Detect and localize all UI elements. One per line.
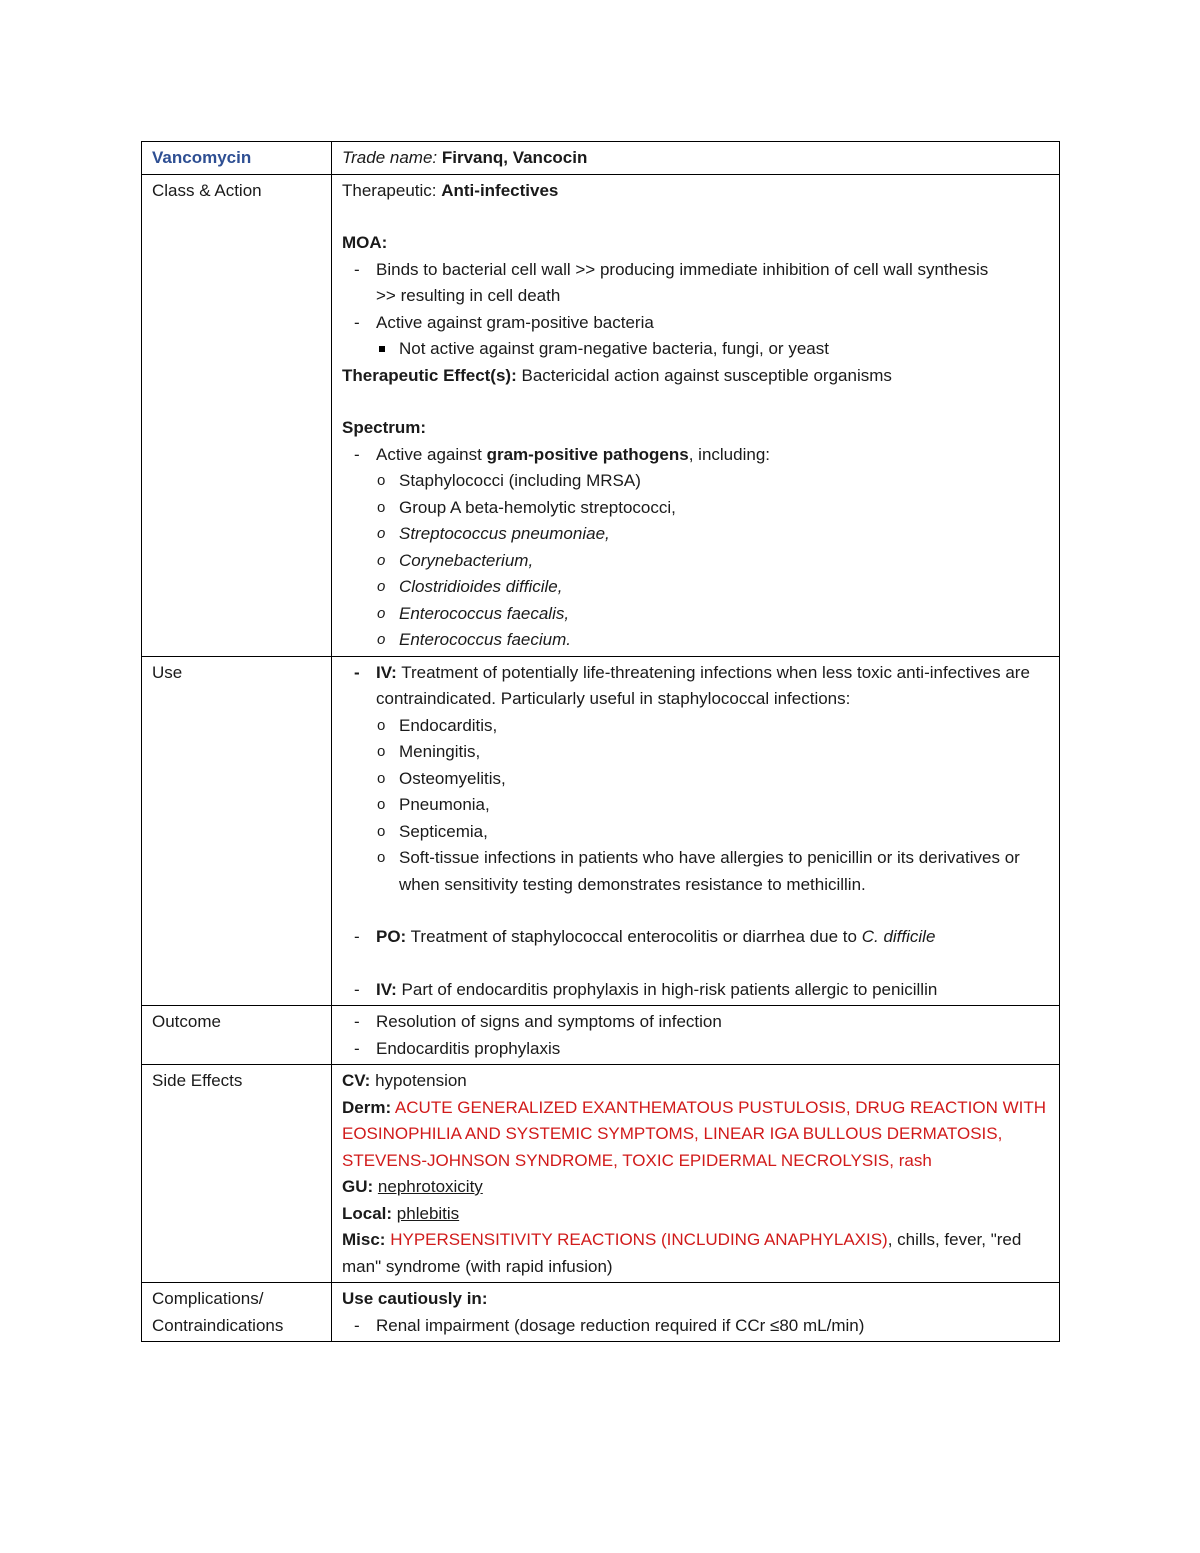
use-iv2-item: - IV: Part of endocarditis prophylaxis in high-risk patients allergic to penicillin xyxy=(342,977,1049,1004)
moa-sublist xyxy=(342,336,1049,363)
se-local: Local: phlebitis xyxy=(342,1203,460,1223)
class-action-content xyxy=(332,174,1060,656)
therapeutic-label: Therapeutic: xyxy=(342,180,437,200)
drug-name-cell xyxy=(142,142,332,175)
use-po-list xyxy=(342,924,1049,951)
outcome-item: - Endocarditis prophylaxis xyxy=(342,1036,1049,1063)
caution-list xyxy=(342,1313,1049,1340)
caution-item: - Renal impairment (dosage reduction required if CCr ≤80 mL/min) xyxy=(342,1313,1049,1340)
trade-name-cell xyxy=(332,142,1060,175)
outcome-row xyxy=(142,1006,1060,1065)
spectrum-organism: o Streptococcus pneumoniae, xyxy=(342,521,1049,548)
spectrum-organism: o Corynebacterium, xyxy=(342,548,1049,575)
class-action-label: Class & Action xyxy=(142,174,332,656)
side-effects-label: Side Effects xyxy=(142,1065,332,1283)
moa-list xyxy=(342,257,1049,337)
use-iv2-list xyxy=(342,977,1049,1004)
therapeutic-value: Anti-infectives xyxy=(441,180,559,200)
use-infection: o Osteomyelitis, xyxy=(342,766,1049,793)
use-iv-list xyxy=(342,660,1049,713)
spectrum-heading: Spectrum: xyxy=(342,418,427,437)
trade-name-label: Trade name: xyxy=(342,148,438,167)
outcome-item: - Resolution of signs and symptoms of infection xyxy=(342,1009,1049,1036)
caution-heading: Use cautiously in: xyxy=(342,1289,488,1308)
outcome-label: Outcome xyxy=(142,1006,332,1065)
therapeutic-line xyxy=(342,178,1049,205)
side-effects-row xyxy=(142,1065,1060,1283)
use-infection: o Soft-tissue infections in patients who have allergies to penicillin or its derivatives or when sensitivity testing demonstrates resistance to methicillin. xyxy=(342,845,1049,898)
spectrum-organism: o Enterococcus faecalis, xyxy=(342,601,1049,628)
use-iv-item: - IV: Treatment of potentially life-threatening infections when less toxic anti-infectives are contraindicated. Particularly useful in staphylococcal infections: xyxy=(342,660,1049,713)
moa-subitem: Not active against gram-negative bacteria, fungi, or yeast xyxy=(342,336,1049,363)
use-infection: o Pneumonia, xyxy=(342,792,1049,819)
spectrum-list xyxy=(342,442,1049,469)
use-label: Use xyxy=(142,656,332,1006)
se-misc: Misc: HYPERSENSITIVITY REACTIONS (INCLUDING ANAPHYLAXIS), chills, fever, "red man" syndrome (with rapid infusion) xyxy=(342,1230,1022,1276)
use-infection: o Meningitis, xyxy=(342,739,1049,766)
side-effects-content xyxy=(332,1065,1060,1283)
drug-name: Vancomycin xyxy=(152,148,252,167)
therapeutic-effect-line xyxy=(342,363,1049,390)
class-action-row xyxy=(142,174,1060,656)
use-po-item: - PO: Treatment of staphylococcal enterocolitis or diarrhea due to C. difficile xyxy=(342,924,1049,951)
use-iv-infections xyxy=(342,713,1049,899)
effect-label: Therapeutic Effect(s): xyxy=(342,365,517,385)
se-cv: CV: hypotension xyxy=(342,1071,467,1090)
use-row xyxy=(142,656,1060,1006)
use-infection: o Endocarditis, xyxy=(342,713,1049,740)
complications-content xyxy=(332,1283,1060,1342)
spectrum-organism: o Clostridioides difficile, xyxy=(342,574,1049,601)
use-content xyxy=(332,656,1060,1006)
spectrum-organisms xyxy=(342,468,1049,654)
complications-label: Complications/ Contraindications xyxy=(142,1283,332,1342)
moa-item: - Active against gram-positive bacteria xyxy=(342,310,1049,337)
spectrum-intro: - Active against gram-positive pathogens, including: xyxy=(342,442,1049,469)
se-gu: GU: nephrotoxicity xyxy=(342,1177,483,1196)
drug-card-table xyxy=(141,141,1060,1342)
use-infection: o Septicemia, xyxy=(342,819,1049,846)
trade-names: Firvanq, Vancocin xyxy=(441,148,588,167)
moa-item: - Binds to bacterial cell wall >> producing immediate inhibition of cell wall synthesis >> resulting in cell death xyxy=(342,257,1049,310)
effect-value: Bactericidal action against susceptible organisms xyxy=(521,365,892,385)
se-derm: Derm: ACUTE GENERALIZED EXANTHEMATOUS PUSTULOSIS, DRUG REACTION WITH EOSINOPHILIA AND SYSTEMIC SYMPTOMS, LINEAR IGA BULLOUS DERMATOSIS, STEVENS-JOHNSON SYNDROME, TOXIC EPIDERMAL NECROLYSIS, rash xyxy=(342,1097,1047,1170)
spectrum-organism: o Staphylococci (including MRSA) xyxy=(342,468,1049,495)
header-row xyxy=(142,142,1060,175)
moa-heading: MOA: xyxy=(342,233,388,252)
spectrum-organism: o Enterococcus faecium. xyxy=(342,627,1049,654)
complications-row xyxy=(142,1283,1060,1342)
outcome-content xyxy=(332,1006,1060,1065)
spectrum-organism: o Group A beta-hemolytic streptococci, xyxy=(342,495,1049,522)
outcome-list xyxy=(342,1009,1049,1062)
